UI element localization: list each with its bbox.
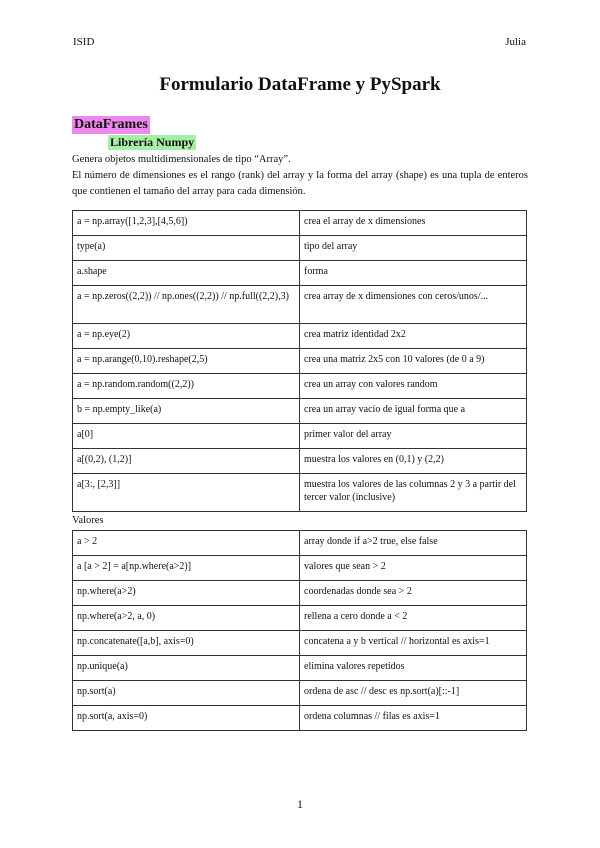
code-cell: np.where(a>2, a, 0) — [73, 606, 300, 631]
intro-text — [72, 152, 528, 200]
table-row — [73, 706, 527, 731]
table-row — [73, 449, 527, 474]
description-cell: tipo del array — [300, 236, 527, 261]
code-cell: a = np.random.random((2,2)) — [73, 374, 300, 399]
description-cell: primer valor del array — [300, 424, 527, 449]
description-cell: ordena de asc // desc es np.sort(a)[::-1] — [300, 681, 527, 706]
table-row — [73, 656, 527, 681]
code-cell: np.sort(a, axis=0) — [73, 706, 300, 731]
code-cell: a[3:, [2,3]] — [73, 474, 300, 512]
table-row — [73, 631, 527, 656]
code-cell: a > 2 — [73, 531, 300, 556]
header-right-text: Julia — [505, 36, 526, 48]
table-row — [73, 349, 527, 374]
description-cell: muestra los valores en (0,1) y (2,2) — [300, 449, 527, 474]
header-left-text: ISID — [73, 36, 95, 48]
table-row — [73, 424, 527, 449]
description-cell: array donde if a>2 true, else false — [300, 531, 527, 556]
code-cell: a = np.eye(2) — [73, 324, 300, 349]
description-cell: crea array de x dimensiones con ceros/unos/... — [300, 286, 527, 324]
code-cell: a = np.array([1,2,3],[4,5,6]) — [73, 211, 300, 236]
code-cell: a[(0,2), (1,2)] — [73, 449, 300, 474]
page-number: 1 — [297, 797, 303, 811]
table-row — [73, 399, 527, 424]
description-cell: crea matriz identidad 2x2 — [300, 324, 527, 349]
code-cell: np.sort(a) — [73, 681, 300, 706]
numpy-values-table — [72, 530, 527, 731]
code-cell: a [a > 2] = a[np.where(a>2)] — [73, 556, 300, 581]
code-cell: a[0] — [73, 424, 300, 449]
code-cell: a = np.zeros((2,2)) // np.ones((2,2)) // np.full((2,2),3) — [73, 286, 300, 324]
description-cell: crea el array de x dimensiones — [300, 211, 527, 236]
table-row — [73, 606, 527, 631]
description-cell: valores que sean > 2 — [300, 556, 527, 581]
description-cell: concatena a y b vertical // horizontal es axis=1 — [300, 631, 527, 656]
table-row — [73, 581, 527, 606]
code-cell: type(a) — [73, 236, 300, 261]
table-row — [73, 261, 527, 286]
description-cell: coordenadas donde sea > 2 — [300, 581, 527, 606]
page-title: Formulario DataFrame y PySpark — [159, 74, 441, 95]
code-cell: np.where(a>2) — [73, 581, 300, 606]
table-row — [73, 374, 527, 399]
subsection-heading-numpy: Librería Numpy — [110, 135, 195, 149]
description-cell: elimina valores repetidos — [300, 656, 527, 681]
code-cell: b = np.empty_like(a) — [73, 399, 300, 424]
description-cell: crea un array vacío de igual forma que a — [300, 399, 527, 424]
table-row — [73, 236, 527, 261]
description-cell: muestra los valores de las columnas 2 y 3 a partir del tercer valor (inclusive) — [300, 474, 527, 512]
description-cell: ordena columnas // filas es axis=1 — [300, 706, 527, 731]
table-row — [73, 211, 527, 236]
description-cell: crea una matriz 2x5 con 10 valores (de 0 a 9) — [300, 349, 527, 374]
intro-line-1: Genera objetos multidimensionales de tipo “Array”. — [72, 154, 291, 165]
section-heading-dataframes: DataFrames — [74, 117, 148, 132]
valores-label: Valores — [72, 515, 104, 526]
code-cell: a = np.arange(0,10).reshape(2,5) — [73, 349, 300, 374]
table-row — [73, 474, 527, 512]
code-cell: np.unique(a) — [73, 656, 300, 681]
table-row — [73, 286, 527, 324]
code-cell: np.concatenate([a,b], axis=0) — [73, 631, 300, 656]
description-cell: crea un array con valores random — [300, 374, 527, 399]
numpy-functions-table — [72, 210, 527, 512]
description-cell: rellena a cero donde a < 2 — [300, 606, 527, 631]
intro-line-2: El número de dimensiones es el rango (rank) del array y la forma del array (shape) es una tupla de enteros que contienen el tamaño del array para cada dimensión. — [72, 170, 528, 197]
code-cell: a.shape — [73, 261, 300, 286]
table-row — [73, 324, 527, 349]
table-row — [73, 531, 527, 556]
description-cell: forma — [300, 261, 527, 286]
table-row — [73, 556, 527, 581]
table-row — [73, 681, 527, 706]
